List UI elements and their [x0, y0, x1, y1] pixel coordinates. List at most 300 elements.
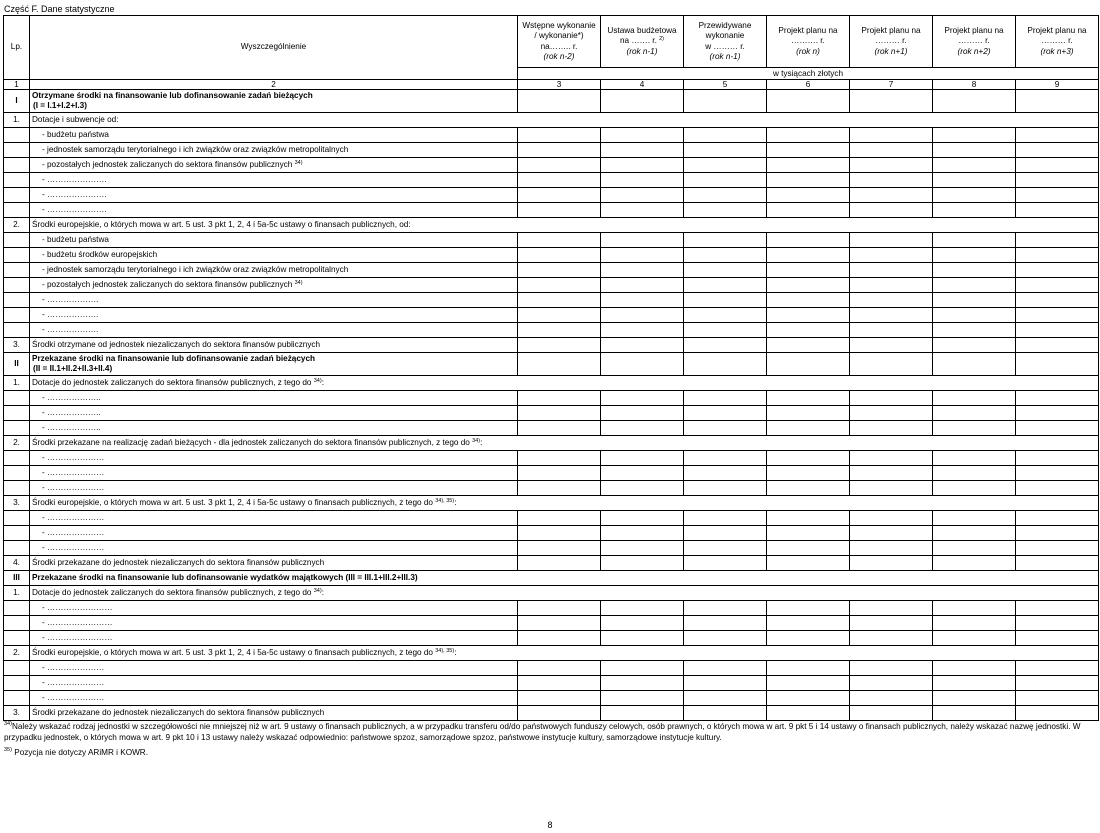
value-cell[interactable] [1016, 308, 1099, 323]
value-cell[interactable] [684, 143, 767, 158]
value-cell[interactable] [933, 466, 1016, 481]
value-cell[interactable] [933, 233, 1016, 248]
footnote-34 [4, 721, 1096, 743]
value-cell[interactable] [1016, 263, 1099, 278]
row-lp [4, 233, 30, 248]
value-cell[interactable] [1016, 173, 1099, 188]
header-col4-line2: na ……. r. [619, 36, 657, 46]
value-cell[interactable] [1016, 451, 1099, 466]
value-cell[interactable] [1016, 353, 1099, 376]
value-cell[interactable] [767, 90, 850, 113]
value-cell[interactable] [1016, 676, 1099, 691]
row-description-text: - ………………… [42, 663, 105, 672]
value-cell[interactable] [767, 128, 850, 143]
value-cell[interactable] [601, 481, 684, 496]
value-cell[interactable] [850, 158, 933, 173]
header-col4-year: (rok n-1) [626, 46, 658, 56]
value-cell[interactable] [850, 676, 933, 691]
value-cell[interactable] [518, 143, 601, 158]
row-description [30, 631, 518, 646]
value-cell[interactable] [684, 203, 767, 218]
header-col8-year: (rok n+2) [957, 46, 991, 56]
value-cell[interactable] [850, 706, 933, 721]
row-lp: 2. [4, 646, 30, 661]
value-cell[interactable] [1016, 616, 1099, 631]
value-cell[interactable] [601, 353, 684, 376]
value-cell[interactable] [601, 308, 684, 323]
row-lp: III [4, 571, 30, 586]
value-cell[interactable] [933, 323, 1016, 338]
value-cell[interactable] [518, 616, 601, 631]
value-cell[interactable] [518, 188, 601, 203]
value-cell[interactable] [601, 323, 684, 338]
table-row [4, 293, 1099, 308]
value-cell[interactable] [1016, 143, 1099, 158]
value-cell[interactable] [933, 143, 1016, 158]
value-cell[interactable] [850, 631, 933, 646]
value-cell[interactable] [518, 556, 601, 571]
value-cell[interactable] [933, 308, 1016, 323]
header-col3-year: (rok n-2) [543, 52, 575, 61]
value-cell[interactable] [1016, 481, 1099, 496]
value-cell[interactable] [1016, 158, 1099, 173]
value-cell[interactable] [684, 451, 767, 466]
value-cell[interactable] [933, 601, 1016, 616]
value-cell[interactable] [1016, 323, 1099, 338]
row-lp [4, 263, 30, 278]
value-cell[interactable] [518, 601, 601, 616]
row-lp [4, 293, 30, 308]
value-cell[interactable] [601, 451, 684, 466]
row-lp: 3. [4, 496, 30, 511]
row-lp [4, 188, 30, 203]
value-cell[interactable] [684, 631, 767, 646]
value-cell[interactable] [933, 391, 1016, 406]
header-col9 [1016, 16, 1099, 68]
value-cell[interactable] [850, 203, 933, 218]
value-cell[interactable] [767, 661, 850, 676]
value-cell[interactable] [684, 556, 767, 571]
value-cell[interactable] [518, 128, 601, 143]
value-cell[interactable] [933, 158, 1016, 173]
value-cell[interactable] [850, 248, 933, 263]
value-cell[interactable] [601, 406, 684, 421]
value-cell[interactable] [684, 353, 767, 376]
value-cell[interactable] [933, 451, 1016, 466]
value-cell[interactable] [850, 661, 933, 676]
value-cell[interactable] [1016, 691, 1099, 706]
row-description [30, 308, 518, 323]
value-cell[interactable] [767, 691, 850, 706]
value-cell[interactable] [684, 406, 767, 421]
value-cell[interactable] [850, 616, 933, 631]
value-cell[interactable] [601, 526, 684, 541]
value-cell[interactable] [684, 128, 767, 143]
value-cell[interactable] [933, 263, 1016, 278]
value-cell[interactable] [684, 293, 767, 308]
value-cell[interactable] [684, 233, 767, 248]
value-cell[interactable] [933, 248, 1016, 263]
value-cell[interactable] [684, 90, 767, 113]
value-cell[interactable] [933, 353, 1016, 376]
value-cell[interactable] [933, 278, 1016, 293]
value-cell[interactable] [933, 706, 1016, 721]
value-cell[interactable] [684, 541, 767, 556]
header-col5-line2: wykonanie [705, 31, 745, 40]
value-cell[interactable] [601, 293, 684, 308]
value-cell[interactable] [850, 128, 933, 143]
value-cell[interactable] [767, 173, 850, 188]
value-cell[interactable] [1016, 233, 1099, 248]
value-cell[interactable] [850, 233, 933, 248]
value-cell[interactable] [601, 556, 684, 571]
value-cell[interactable] [850, 421, 933, 436]
value-cell[interactable] [518, 233, 601, 248]
value-cell[interactable] [518, 278, 601, 293]
value-cell[interactable] [518, 466, 601, 481]
value-cell[interactable] [850, 556, 933, 571]
value-cell[interactable] [518, 706, 601, 721]
row-description-text: Środki przekazane na realizację zadań bieżących - dla jednostek zaliczanych do sektora finansów publicznych, z tego do [32, 438, 470, 447]
row-footnote-mark: 34) [294, 280, 303, 286]
value-cell[interactable] [518, 661, 601, 676]
value-cell[interactable] [684, 158, 767, 173]
row-description-text: Środki przekazane do jednostek niezaliczanych do sektora finansów publicznych [32, 708, 325, 717]
value-cell[interactable] [933, 293, 1016, 308]
value-cell[interactable] [684, 511, 767, 526]
value-cell[interactable] [684, 601, 767, 616]
row-description-text: - …………………. [42, 205, 107, 214]
unit-label: w tysiącach złotych [518, 68, 1099, 80]
value-cell[interactable] [518, 406, 601, 421]
value-cell[interactable] [933, 481, 1016, 496]
value-cell[interactable] [767, 616, 850, 631]
value-cell[interactable] [518, 511, 601, 526]
value-cell[interactable] [601, 338, 684, 353]
value-cell[interactable] [601, 278, 684, 293]
value-cell[interactable] [767, 556, 850, 571]
value-cell[interactable] [850, 278, 933, 293]
row-lp [4, 391, 30, 406]
value-cell[interactable] [933, 203, 1016, 218]
value-cell[interactable] [850, 188, 933, 203]
value-cell[interactable] [850, 391, 933, 406]
value-cell[interactable] [933, 338, 1016, 353]
value-cell[interactable] [601, 233, 684, 248]
value-cell[interactable] [601, 248, 684, 263]
value-cell[interactable] [518, 263, 601, 278]
value-cell[interactable] [850, 338, 933, 353]
value-cell[interactable] [518, 541, 601, 556]
value-cell[interactable] [518, 293, 601, 308]
value-cell[interactable] [933, 676, 1016, 691]
value-cell[interactable] [601, 128, 684, 143]
row-description [30, 466, 518, 481]
value-cell[interactable] [684, 248, 767, 263]
value-cell[interactable] [767, 451, 850, 466]
value-cell[interactable] [767, 338, 850, 353]
value-cell[interactable] [518, 526, 601, 541]
value-cell[interactable] [601, 188, 684, 203]
row-lp [4, 601, 30, 616]
value-cell[interactable] [850, 466, 933, 481]
value-cell[interactable] [1016, 293, 1099, 308]
value-cell[interactable] [767, 601, 850, 616]
value-cell[interactable] [601, 173, 684, 188]
value-cell[interactable] [933, 188, 1016, 203]
value-cell[interactable] [767, 541, 850, 556]
value-cell[interactable] [850, 601, 933, 616]
row-lp [4, 278, 30, 293]
table-row [4, 323, 1099, 338]
value-cell[interactable] [601, 541, 684, 556]
value-cell[interactable] [1016, 631, 1099, 646]
value-cell[interactable] [933, 406, 1016, 421]
table-row [4, 308, 1099, 323]
value-cell[interactable] [601, 143, 684, 158]
value-cell[interactable] [1016, 278, 1099, 293]
value-cell[interactable] [518, 691, 601, 706]
value-cell[interactable] [601, 661, 684, 676]
value-cell[interactable] [767, 248, 850, 263]
value-cell[interactable] [684, 188, 767, 203]
row-lp [4, 511, 30, 526]
footnote-35-mark: 35) [4, 747, 12, 753]
value-cell[interactable] [933, 691, 1016, 706]
value-cell[interactable] [601, 90, 684, 113]
value-cell[interactable] [933, 556, 1016, 571]
row-description [30, 646, 1099, 661]
value-cell[interactable] [684, 466, 767, 481]
header-col9-year: (rok n+3) [1040, 46, 1074, 56]
value-cell[interactable] [601, 676, 684, 691]
value-cell[interactable] [850, 511, 933, 526]
value-cell[interactable] [518, 481, 601, 496]
value-cell[interactable] [518, 353, 601, 376]
value-cell[interactable] [767, 676, 850, 691]
value-cell[interactable] [850, 173, 933, 188]
value-cell[interactable] [1016, 511, 1099, 526]
value-cell[interactable] [601, 263, 684, 278]
value-cell[interactable] [601, 706, 684, 721]
value-cell[interactable] [850, 406, 933, 421]
value-cell[interactable] [1016, 203, 1099, 218]
value-cell[interactable] [601, 631, 684, 646]
value-cell[interactable] [1016, 406, 1099, 421]
value-cell[interactable] [767, 293, 850, 308]
row-description-text: - pozostałych jednostek zaliczanych do sektora finansów publicznych [42, 280, 293, 289]
value-cell[interactable] [933, 541, 1016, 556]
value-cell[interactable] [1016, 338, 1099, 353]
column-number-row [4, 80, 1099, 90]
table-row [4, 203, 1099, 218]
value-cell[interactable] [1016, 661, 1099, 676]
value-cell[interactable] [1016, 601, 1099, 616]
value-cell[interactable] [601, 616, 684, 631]
value-cell[interactable] [767, 143, 850, 158]
value-cell[interactable] [601, 511, 684, 526]
row-description-text: Środki europejskie, o których mowa w art. 5 ust. 3 pkt 1, 2, 4 i 5a-5c ustawy o finansach publicznych, z tego do [32, 648, 433, 657]
row-footnote-mark: 34) [472, 438, 481, 444]
value-cell[interactable] [518, 173, 601, 188]
value-cell[interactable] [684, 308, 767, 323]
row-description-text: - ………………… [42, 483, 105, 492]
value-cell[interactable] [518, 676, 601, 691]
value-cell[interactable] [850, 323, 933, 338]
value-cell[interactable] [933, 661, 1016, 676]
value-cell[interactable] [933, 128, 1016, 143]
value-cell[interactable] [684, 676, 767, 691]
value-cell[interactable] [767, 421, 850, 436]
table-row [4, 661, 1099, 676]
value-cell[interactable] [601, 158, 684, 173]
value-cell[interactable] [767, 481, 850, 496]
value-cell[interactable] [850, 353, 933, 376]
value-cell[interactable] [933, 631, 1016, 646]
value-cell[interactable] [850, 691, 933, 706]
row-lp [4, 466, 30, 481]
row-description-text: Środki przekazane do jednostek niezaliczanych do sektora finansów publicznych [32, 558, 325, 567]
value-cell[interactable] [684, 173, 767, 188]
header-col3 [518, 16, 601, 68]
value-cell[interactable] [601, 601, 684, 616]
value-cell[interactable] [1016, 706, 1099, 721]
value-cell[interactable] [518, 391, 601, 406]
value-cell[interactable] [767, 158, 850, 173]
row-description-text: - ……………….. [42, 393, 101, 402]
value-cell[interactable] [767, 308, 850, 323]
row-description [30, 451, 518, 466]
row-description [30, 406, 518, 421]
table-row [4, 263, 1099, 278]
header-col5-year: (rok n-1) [709, 52, 741, 61]
value-cell[interactable] [684, 706, 767, 721]
row-lp [4, 481, 30, 496]
value-cell[interactable] [767, 406, 850, 421]
value-cell[interactable] [684, 278, 767, 293]
header-col4-footnote-mark: 2) [659, 36, 665, 43]
value-cell[interactable] [767, 511, 850, 526]
column-number: 8 [933, 80, 1016, 90]
value-cell[interactable] [684, 391, 767, 406]
value-cell[interactable] [933, 526, 1016, 541]
value-cell[interactable] [767, 466, 850, 481]
row-lp: 1. [4, 376, 30, 391]
value-cell[interactable] [1016, 556, 1099, 571]
value-cell[interactable] [1016, 248, 1099, 263]
row-lp [4, 248, 30, 263]
value-cell[interactable] [850, 293, 933, 308]
value-cell[interactable] [684, 691, 767, 706]
row-description [30, 421, 518, 436]
value-cell[interactable] [850, 526, 933, 541]
value-cell[interactable] [767, 233, 850, 248]
table-row [4, 496, 1099, 511]
value-cell[interactable] [518, 451, 601, 466]
value-cell[interactable] [1016, 90, 1099, 113]
value-cell[interactable] [933, 173, 1016, 188]
value-cell[interactable] [518, 308, 601, 323]
value-cell[interactable] [518, 248, 601, 263]
table-row [4, 556, 1099, 571]
value-cell[interactable] [767, 353, 850, 376]
value-cell[interactable] [933, 421, 1016, 436]
table-row [4, 466, 1099, 481]
value-cell[interactable] [1016, 391, 1099, 406]
value-cell[interactable] [684, 421, 767, 436]
value-cell[interactable] [601, 203, 684, 218]
value-cell[interactable] [601, 691, 684, 706]
value-cell[interactable] [767, 391, 850, 406]
value-cell[interactable] [1016, 541, 1099, 556]
value-cell[interactable] [850, 90, 933, 113]
value-cell[interactable] [601, 421, 684, 436]
header-col3-line2: / wykonanie*) [534, 31, 584, 40]
value-cell[interactable] [767, 278, 850, 293]
value-cell[interactable] [1016, 526, 1099, 541]
value-cell[interactable] [601, 391, 684, 406]
value-cell[interactable] [767, 323, 850, 338]
row-lp [4, 631, 30, 646]
value-cell[interactable] [767, 188, 850, 203]
value-cell[interactable] [684, 263, 767, 278]
value-cell[interactable] [684, 616, 767, 631]
value-cell[interactable] [518, 158, 601, 173]
table-row [4, 631, 1099, 646]
value-cell[interactable] [767, 263, 850, 278]
value-cell[interactable] [518, 338, 601, 353]
row-description [30, 248, 518, 263]
value-cell[interactable] [850, 308, 933, 323]
value-cell[interactable] [933, 616, 1016, 631]
value-cell[interactable] [518, 421, 601, 436]
value-cell[interactable] [684, 526, 767, 541]
row-description [30, 353, 518, 376]
value-cell[interactable] [850, 451, 933, 466]
row-footnote-mark: 34), 35) [435, 648, 455, 654]
value-cell[interactable] [684, 323, 767, 338]
value-cell[interactable] [518, 631, 601, 646]
value-cell[interactable] [684, 481, 767, 496]
value-cell[interactable] [1016, 188, 1099, 203]
value-cell[interactable] [767, 631, 850, 646]
value-cell[interactable] [767, 706, 850, 721]
value-cell[interactable] [933, 90, 1016, 113]
value-cell[interactable] [518, 203, 601, 218]
value-cell[interactable] [767, 526, 850, 541]
value-cell[interactable] [1016, 466, 1099, 481]
value-cell[interactable] [767, 203, 850, 218]
header-col4-line1: Ustawa budżetowa [607, 25, 677, 35]
value-cell[interactable] [518, 323, 601, 338]
header-col6-line2: ………. r. [791, 36, 825, 46]
row-description-text: - ………………… [42, 453, 105, 462]
value-cell[interactable] [518, 90, 601, 113]
value-cell[interactable] [933, 511, 1016, 526]
value-cell[interactable] [684, 661, 767, 676]
row-description [30, 571, 1099, 586]
value-cell[interactable] [850, 481, 933, 496]
footnotes [4, 721, 1096, 758]
value-cell[interactable] [850, 263, 933, 278]
value-cell[interactable] [850, 541, 933, 556]
value-cell[interactable] [850, 143, 933, 158]
value-cell[interactable] [1016, 421, 1099, 436]
value-cell[interactable] [684, 338, 767, 353]
value-cell[interactable] [601, 466, 684, 481]
row-description [30, 541, 518, 556]
value-cell[interactable] [1016, 128, 1099, 143]
